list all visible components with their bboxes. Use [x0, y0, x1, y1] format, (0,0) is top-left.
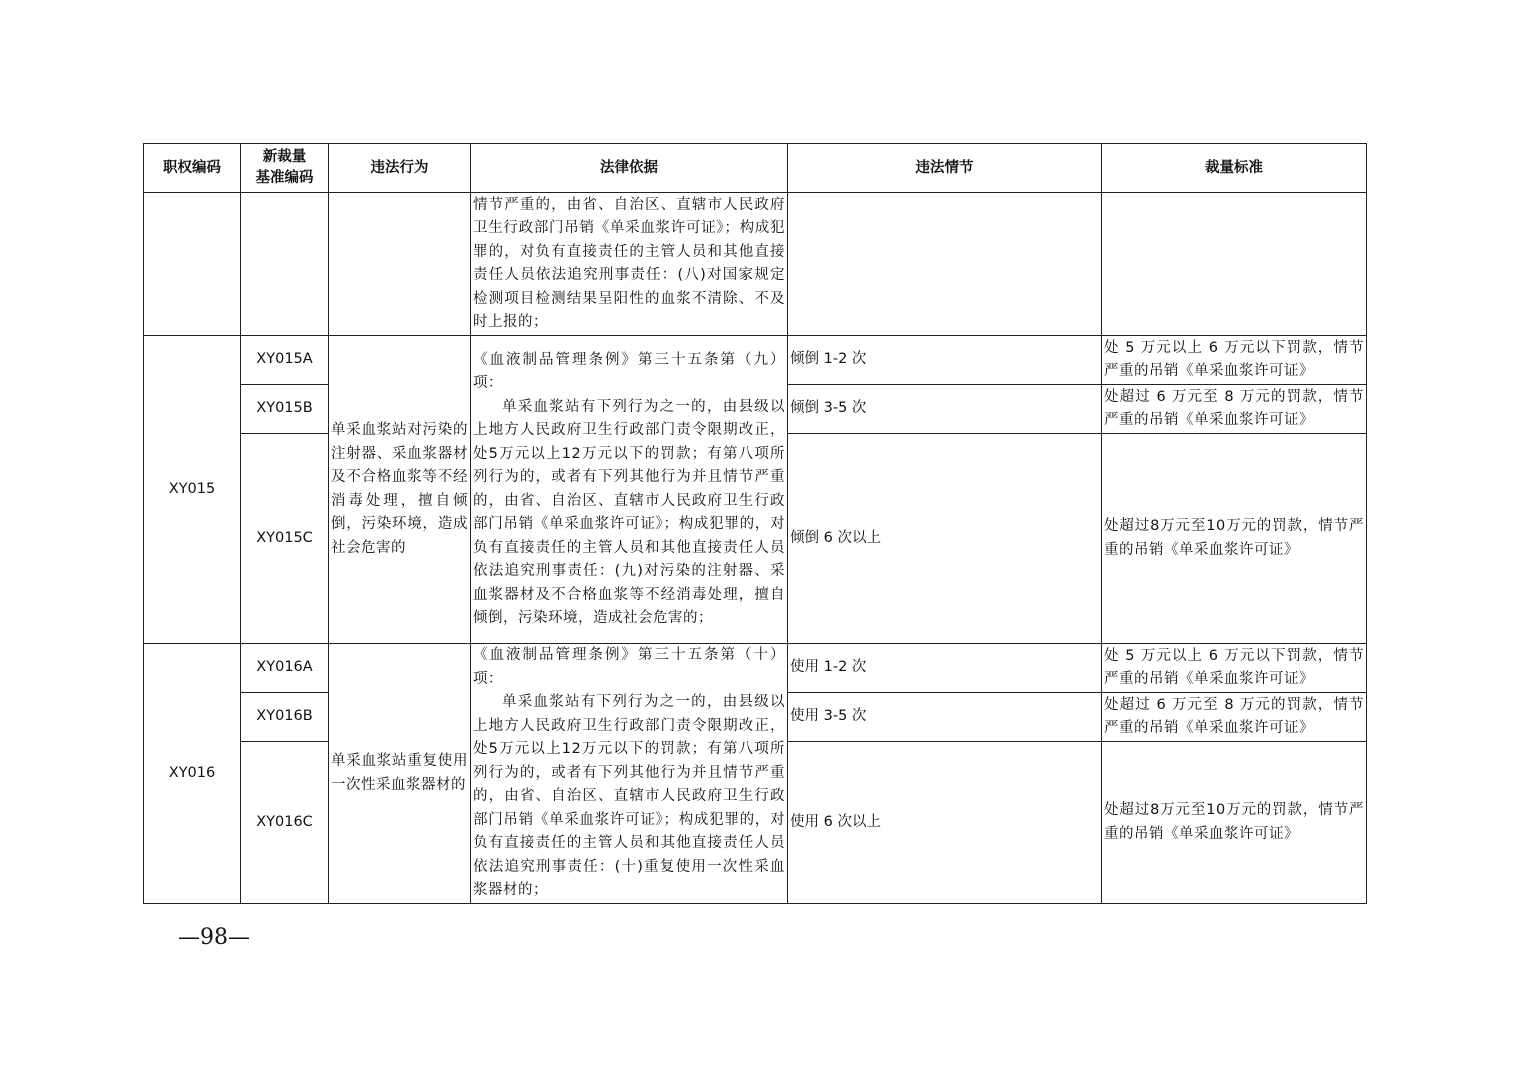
benchmark-code: XY015B	[241, 385, 329, 434]
header-violation: 违法行为	[329, 144, 471, 193]
header-legal-basis: 法律依据	[471, 144, 788, 193]
authority-code: XY016	[144, 644, 241, 904]
header-standard: 裁量标准	[1102, 144, 1367, 193]
legal-basis-cell	[471, 644, 788, 904]
page-number: —98—	[178, 925, 250, 950]
table-row	[144, 644, 1367, 693]
standard-text: 处超过 6 万元至 8 万元的罚款，情节严重的吊销《单采血浆许可证》	[1102, 693, 1367, 742]
header-authority-code: 职权编码	[144, 144, 241, 193]
circumstance-text: 倾倒 3-5 次	[788, 385, 1102, 434]
benchmark-code: XY016B	[241, 693, 329, 742]
empty-cell	[144, 193, 241, 336]
legal-basis-body: 单采血浆站有下列行为之一的，由县级以上地方人民政府卫生行政部门责令限期改正，处5万元以上12万元以下的罚款；有第八项所列行为的，或者有下列其他行为并且情节严重的，由省、自治区、直辖市人民政府卫生行政部门吊销《单采血浆许可证》；构成犯罪的，对负有直接责任的主管人员和其他直接责任人员依法追究刑事责任：(九)对污染的注射器、采血浆器材及不合格血浆等不经消毒处理，擅自倾倒，污染环境，造成社会危害的；	[473, 398, 785, 626]
legal-basis-title: 《血液制品管理条例》第三十五条第（十）项：	[473, 647, 785, 687]
legal-basis-text: 情节严重的，由省、自治区、直辖市人民政府卫生行政部门吊销《单采血浆许可证》；构成犯罪的，对负有直接责任的主管人员和其他直接责任人员依法追究刑事责任：(八)对国家规定检测项目检测结果呈阳性的血浆不清除、不及时上报的；	[471, 193, 788, 336]
table-row	[144, 193, 1367, 336]
legal-basis-body: 单采血浆站有下列行为之一的，由县级以上地方人民政府卫生行政部门责令限期改正，处5万元以上12万元以下的罚款；有第八项所列行为的，或者有下列其他行为并且情节严重的，由省、自治区、直辖市人民政府卫生行政部门吊销《单采血浆许可证》；构成犯罪的，对负有直接责任的主管人员和其他直接责任人员依法追究刑事责任：(十)重复使用一次性采血浆器材的；	[473, 694, 785, 899]
circumstance-text: 倾倒 6 次以上	[788, 434, 1102, 644]
table-row	[144, 336, 1367, 385]
authority-code: XY015	[144, 336, 241, 644]
empty-cell	[1102, 193, 1367, 336]
regulation-table	[143, 143, 1367, 904]
standard-text: 处 5 万元以上 6 万元以下罚款，情节严重的吊销《单采血浆许可证》	[1102, 336, 1367, 385]
header-new-benchmark-code: 新裁量 基准编码	[241, 144, 329, 193]
benchmark-code: XY015A	[241, 336, 329, 385]
header-circumstances: 违法情节	[788, 144, 1102, 193]
standard-text: 处超过8万元至10万元的罚款，情节严重的吊销《单采血浆许可证》	[1102, 434, 1367, 644]
standard-text: 处超过 6 万元至 8 万元的罚款，情节严重的吊销《单采血浆许可证》	[1102, 385, 1367, 434]
circumstance-text: 使用 6 次以上	[788, 742, 1102, 904]
circumstance-text: 使用 3-5 次	[788, 693, 1102, 742]
benchmark-code: XY016A	[241, 644, 329, 693]
header-row	[144, 144, 1367, 193]
violation-text: 单采血浆站重复使用一次性采血浆器材的	[329, 644, 471, 904]
empty-cell	[241, 193, 329, 336]
circumstance-text: 倾倒 1-2 次	[788, 336, 1102, 385]
circumstance-text: 使用 1-2 次	[788, 644, 1102, 693]
benchmark-code: XY016C	[241, 742, 329, 904]
legal-basis-cell	[471, 336, 788, 644]
standard-text: 处超过8万元至10万元的罚款，情节严重的吊销《单采血浆许可证》	[1102, 742, 1367, 904]
standard-text: 处 5 万元以上 6 万元以下罚款，情节严重的吊销《单采血浆许可证》	[1102, 644, 1367, 693]
legal-basis-title: 《血液制品管理条例》第三十五条第（九）项：	[473, 351, 785, 391]
empty-cell	[788, 193, 1102, 336]
empty-cell	[329, 193, 471, 336]
violation-text: 单采血浆站对污染的注射器、采血浆器材及不合格血浆等不经消毒处理，擅自倾倒，污染环境，造成社会危害的	[329, 336, 471, 644]
benchmark-code: XY015C	[241, 434, 329, 644]
